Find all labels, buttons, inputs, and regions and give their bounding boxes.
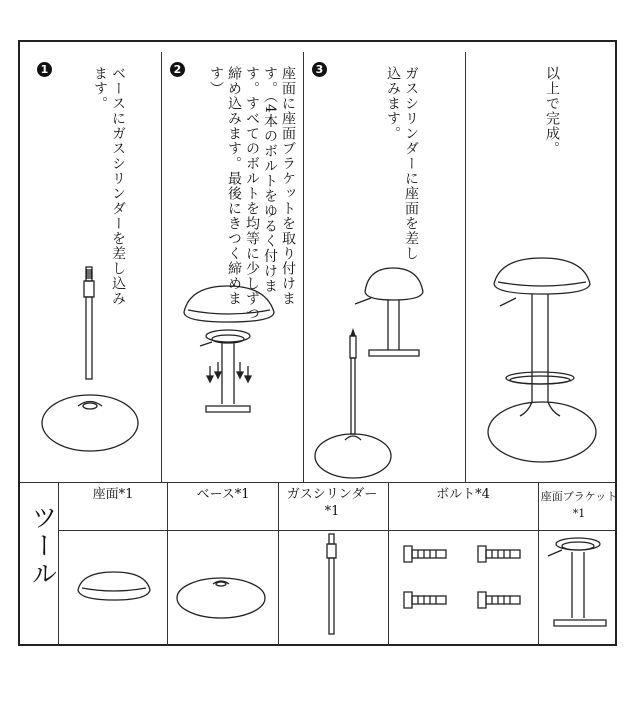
assembly-instructions-sheet bbox=[18, 40, 617, 646]
step-2-text: 座面に座面ブラケットを取り付けます。（4本のボルトをゆるく付けます。すべてのボルトを均等に少しずつ締め込みます。最後にきつく締めます） bbox=[208, 66, 296, 321]
seat-bracket-part-illustration bbox=[544, 536, 614, 636]
tool-name-seat: 座面*1 bbox=[92, 487, 134, 502]
divider bbox=[465, 52, 466, 482]
tool-name-base: ベース*1 bbox=[196, 487, 250, 502]
step-4-text: 以上で完成。 bbox=[544, 66, 560, 156]
seat-part-illustration bbox=[72, 562, 162, 612]
step-3-text: ガスシリンダーに座面を差し込みます。 bbox=[385, 66, 419, 261]
divider bbox=[58, 530, 617, 531]
divider bbox=[303, 52, 304, 482]
divider bbox=[161, 52, 162, 482]
base-part-illustration bbox=[173, 562, 273, 622]
base-with-cylinder-illustration bbox=[40, 257, 160, 467]
gas-cylinder-part-illustration bbox=[318, 532, 348, 642]
step-number-badge: 3 bbox=[312, 62, 327, 77]
divider bbox=[388, 482, 389, 646]
divider bbox=[20, 482, 617, 483]
tool-name-seat-bracket: 座面ブラケット*1 bbox=[540, 490, 618, 520]
divider bbox=[167, 482, 168, 646]
tool-name-gas-cylinder: ガスシリンダー*1 bbox=[286, 487, 378, 519]
divider bbox=[278, 482, 279, 646]
step-1-text: ベースにガスシリンダーを差し込みます。 bbox=[92, 66, 126, 306]
seat-onto-cylinder-illustration bbox=[313, 262, 453, 472]
step-number-badge: 1 bbox=[37, 62, 52, 77]
tools-label: ツール bbox=[27, 504, 57, 588]
completed-stool-illustration bbox=[480, 254, 630, 464]
seat-and-bracket-illustration bbox=[180, 280, 290, 430]
bolts-part-illustration bbox=[400, 542, 540, 642]
tool-name-bolt: ボルト*4 bbox=[436, 487, 490, 502]
step-number-badge: 2 bbox=[170, 62, 185, 77]
